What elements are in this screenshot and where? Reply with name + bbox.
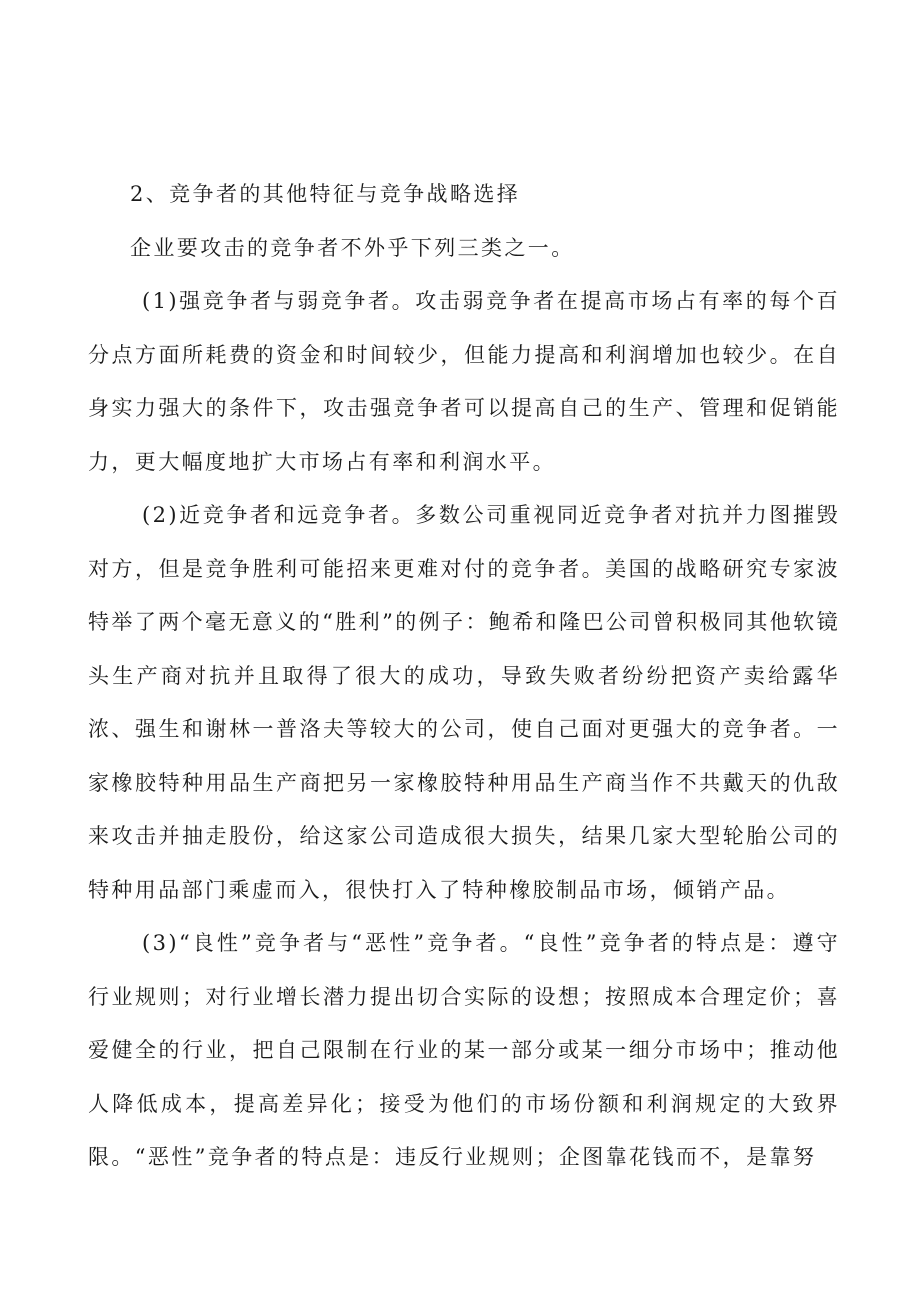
section-heading: 2、竞争者的其他特征与竞争战略选择 — [130, 182, 521, 206]
paragraph-near-far: (2)近竞争者和远竞争者。多数公司重视同近竞争者对抗并力图摧毁对方，但是竞争胜利可能招来更难对付的竞争者。美国的战略研究专家波特举了两个毫无意义的“胜利”的例子：鲍希和隆巴公司曾积极同其他软镜头生产商对抗并且取得了很大的成功，导致失败者纷纷把资产卖给露华浓、强生和谢林一普洛夫等较大的公司，使自己面对更强大的竞争者。一家橡胶特种用品生产商把另一家橡胶特种用品生产商当作不共戴天的仇敌来攻击并抽走股份，给这家公司造成很大损失，结果几家大型轮胎公司的特种用品部门乘虚而入，很快打入了特种橡胶制品市场，倾销产品。 — [88, 503, 840, 902]
document-body — [88, 168, 840, 1185]
paragraph-strong-weak: (1)强竞争者与弱竞争者。攻击弱竞争者在提高市场占有率的每个百分点方面所耗费的资金和时间较少，但能力提高和利润增加也较少。在自身实力强大的条件下，攻击强竞争者可以提高自己的生产、管理和促销能力，更大幅度地扩大市场占有率和利润水平。 — [88, 289, 840, 474]
intro-paragraph: 企业要攻击的竞争者不外乎下列三类之一。 — [130, 235, 575, 260]
paragraph-benign-malign: (3)“良性”竞争者与“恶性”竞争者。“良性”竞争者的特点是：遵守行业规则；对行业增长潜力提出切合实际的设想；按照成本合理定价；喜爱健全的行业，把自己限制在行业的某一部分或某一细分市场中；推动他人降低成本，提高差异化；接受为他们的市场份额和利润规定的大致界限。“恶性”竞争者的特点是：违反行业规则；企图靠花钱而不，是靠努 — [88, 931, 840, 1169]
